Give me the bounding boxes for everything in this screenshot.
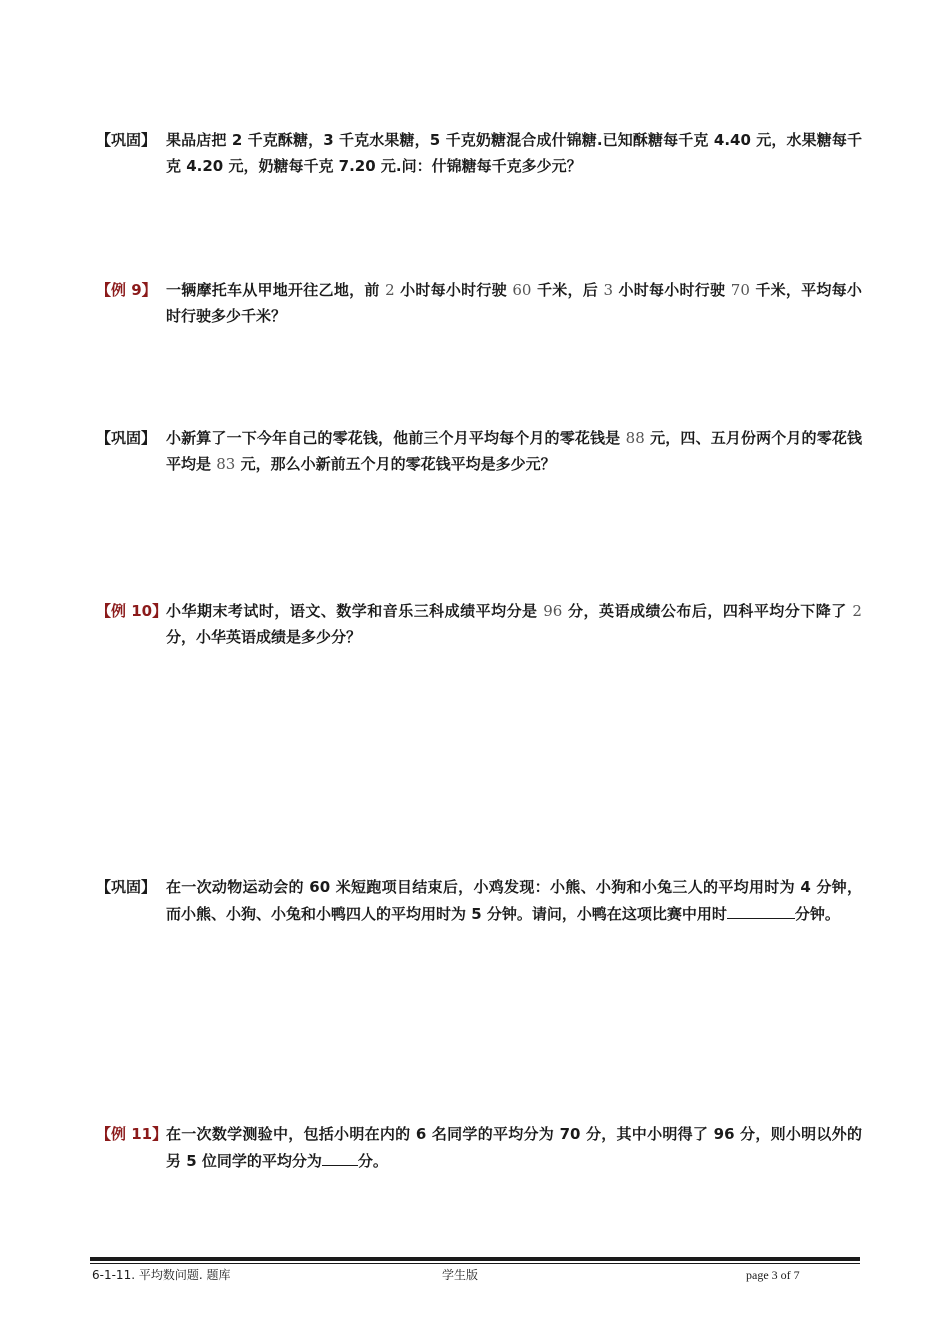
- text-segment: 小时每小时行驶: [400, 281, 507, 299]
- number: 83: [216, 455, 236, 473]
- text-segment: 一辆摩托车从甲地开往乙地，前: [166, 281, 380, 299]
- footer-document-title: 6-1-11. 平均数问题. 题库: [92, 1268, 231, 1282]
- problem-example-9: [96, 277, 862, 329]
- text-segment: 千米，后: [536, 281, 598, 299]
- problem-example-11: [96, 1121, 862, 1174]
- example-tag: 【例 11】: [96, 1125, 168, 1143]
- text-segment: 元，四、五月份两个月的零花钱平均是: [166, 429, 862, 473]
- footer-divider-thin: [90, 1263, 860, 1264]
- text-segment: 元，那么小新前五个月的零花钱平均是多少元？: [240, 455, 556, 473]
- problem-text: [166, 425, 862, 477]
- example-tag: 【例 9】: [96, 281, 157, 299]
- footer-edition: 学生版: [442, 1268, 479, 1282]
- number: 60: [512, 281, 532, 299]
- footer-divider-thick: [90, 1257, 860, 1261]
- problem-text: [166, 598, 862, 650]
- footer-page-number: page 3 of 7: [746, 1268, 800, 1282]
- answer-blank: [727, 900, 795, 919]
- problem-consolidate-3: [96, 874, 862, 927]
- text-segment: 小新算了一下今年自己的零花钱，他前三个月平均每个月的零花钱是: [166, 429, 621, 447]
- number: 2: [852, 602, 862, 620]
- text-segment: 在一次数学测验中，包括小明在内的 6 名同学的平均分为 70 分，其中小明得了 96 分，则小明以外的另 5 位同学的平均分为: [166, 1125, 862, 1170]
- problem-example-10: [96, 598, 862, 650]
- number: 88: [625, 429, 645, 447]
- text-segment: 小华期末考试时，语文、数学和音乐三科成绩平均分是: [166, 602, 538, 620]
- text-segment: 分。: [357, 1152, 388, 1170]
- example-tag: 【例 10】: [96, 602, 168, 620]
- problem-text: 果品店把 2 千克酥糖，3 千克水果糖，5 千克奶糖混合成什锦糖.已知酥糖每千克 4.40 元，水果糖每千克 4.20 元，奶糖每千克 7.20 元.问：什锦糖每千克多少元？: [166, 131, 862, 175]
- problem-text: [166, 874, 862, 927]
- problem-tag: 【巩固】: [96, 131, 157, 149]
- problem-tag: 【巩固】: [96, 878, 157, 896]
- problem-text: [166, 1121, 862, 1174]
- number: 96: [543, 602, 563, 620]
- text-segment: 在一次动物运动会的 60 米短跑项目结束后，小鸡发现：小熊、小狗和小兔三人的平均用时为 4 分钟，而小熊、小狗、小兔和小鸭四人的平均用时为 5 分钟。请问，小鸭在这项比赛中用时: [166, 878, 862, 923]
- text-segment: 千米，平均每小时行驶多少千米？: [166, 281, 862, 325]
- text-segment: 分钟。: [794, 905, 840, 923]
- answer-blank: [322, 1147, 358, 1166]
- number: 3: [603, 281, 614, 299]
- number: 70: [730, 281, 750, 299]
- number: 2: [385, 281, 395, 299]
- problem-consolidate-2: [96, 425, 862, 477]
- problem-text: [166, 277, 862, 329]
- problem-consolidate-1: [96, 127, 862, 179]
- problem-tag: 【巩固】: [96, 429, 157, 447]
- text-segment: 分，英语成绩公布后，四科平均分下降了: [568, 602, 847, 620]
- text-segment: 分，小华英语成绩是多少分？: [166, 628, 362, 646]
- text-segment: 小时每小时行驶: [618, 281, 726, 299]
